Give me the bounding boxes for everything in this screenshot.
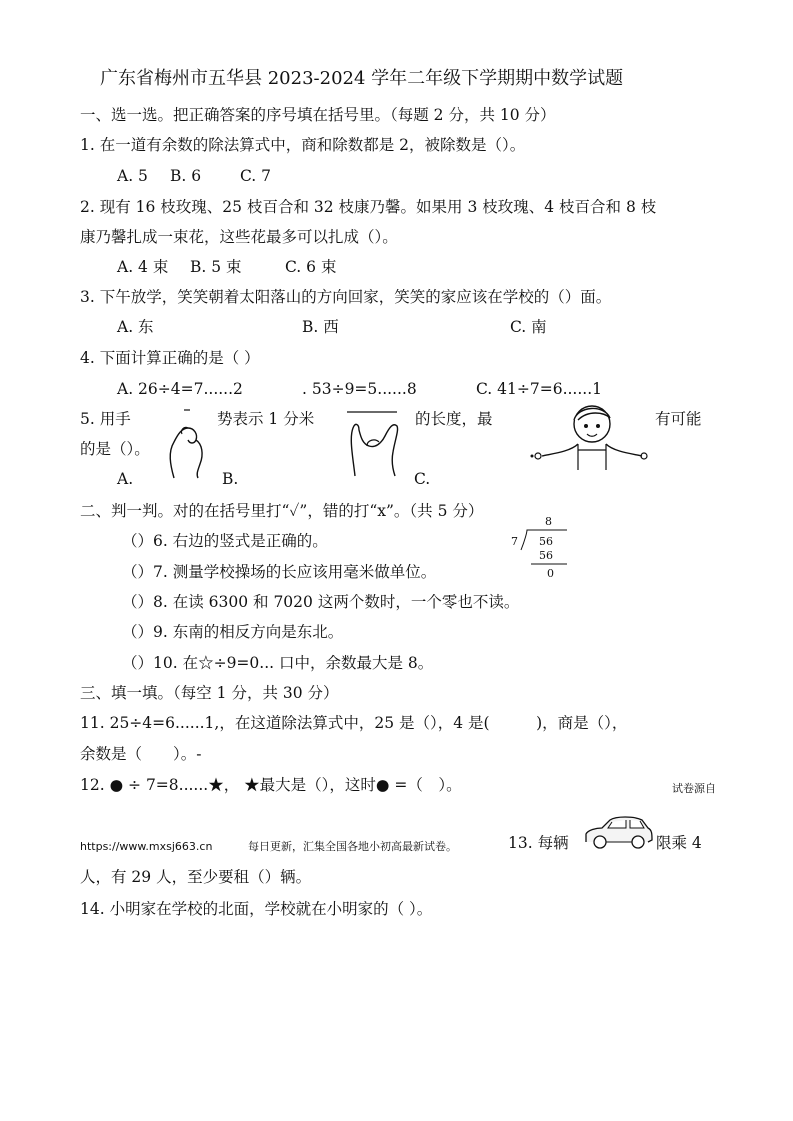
- section1-heading: 一、选一选。把正确答案的序号填在括号里。（每题 2 分，共 10 分）: [80, 106, 556, 124]
- q4-option-b: . 53÷9=5......8: [302, 380, 417, 398]
- question-12-tail: 试卷源自: [672, 782, 716, 795]
- question-2-line1: 2. 现有 16 枝玫瑰、25 枝百合和 32 枝康乃馨。如果用 3 枝玫瑰、4 枝百合和 8 枝: [80, 198, 657, 216]
- section3-heading: 三、填一填。（每空 1 分，共 30 分）: [80, 684, 339, 702]
- judge-item-6: （）6. 右边的竖式是正确的。: [122, 532, 328, 550]
- question-5-line2: 的是（）。: [80, 440, 150, 458]
- watermark-text: 每日更新，汇集全国各地小初高最新试卷。: [248, 840, 457, 853]
- question-14: 14. 小明家在学校的北面，学校就在小明家的（ ）。: [80, 900, 433, 918]
- q2-option-c: C. 6 束: [285, 258, 337, 276]
- question-5-part2: 势表示 1 分米: [217, 410, 315, 428]
- q4-option-a: A. 26÷4=7......2: [117, 380, 243, 398]
- question-5-part1: 5. 用手: [80, 410, 131, 428]
- judge-item-7: （）7. 测量学校操场的长应该用毫米做单位。: [122, 563, 437, 581]
- q3-option-b: B. 西: [302, 318, 339, 336]
- question-5-part4: 有可能: [655, 410, 702, 428]
- pinch-hand-icon: [160, 408, 212, 480]
- exam-title: 广东省梅州市五华县 2023-2024 学年二年级下学期期中数学试题: [100, 68, 624, 89]
- q1-option-a: A. 5: [117, 167, 148, 185]
- question-11-line1: 11. 25÷4=6......1,，在这道除法算式中，25 是（），4 是( )，商是（），: [80, 714, 628, 732]
- judge-item-8: （）8. 在读 6300 和 7020 这两个数时，一个零也不读。: [122, 593, 520, 611]
- long-division-figure: [505, 516, 575, 582]
- question-11-line2: 余数是（ ）。-: [80, 745, 202, 763]
- q2-option-b: B. 5 束: [190, 258, 242, 276]
- q1-option-c: C. 7: [240, 167, 272, 185]
- q3-option-c: C. 南: [510, 318, 547, 336]
- judge-item-10: （）10. 在☆÷9=0... 口中，余数最大是 8。: [122, 654, 434, 672]
- question-12: 12. ● ÷ 7=8......★， ★最大是（），这时● =（ ）。: [80, 776, 462, 794]
- q5-option-b: B.: [222, 470, 239, 488]
- question-13-part2: 限乘 4: [656, 834, 702, 852]
- q5-option-a: A.: [117, 470, 134, 488]
- division-bracket-lines: [505, 516, 575, 582]
- division-product: 56: [539, 549, 553, 562]
- question-13-line2: 人，有 29 人，至少要租（）辆。: [80, 868, 312, 886]
- spread-hand-icon: [345, 408, 405, 478]
- section2-heading: 二、判一判。对的在括号里打“✓”，错的打“x”。（共 5 分）: [80, 502, 484, 520]
- question-3: 3. 下午放学，笑笑朝着太阳落山的方向回家，笑笑的家应该在学校的（）面。: [80, 288, 612, 306]
- boy-arms-outstretched-icon: [530, 400, 650, 472]
- q3-option-a: A. 东: [117, 318, 154, 336]
- division-remainder: 0: [547, 567, 554, 580]
- question-1: 1. 在一道有余数的除法算式中，商和除数都是 2，被除数是（）。: [80, 136, 526, 154]
- q1-option-b: B. 6: [170, 167, 202, 185]
- question-13-part1: 13. 每辆: [508, 834, 569, 852]
- question-2-line2: 康乃馨扎成一束花，这些花最多可以扎成（）。: [80, 228, 398, 246]
- question-4: 4. 下面计算正确的是（ ）: [80, 349, 260, 367]
- judge-item-9: （）9. 东南的相反方向是东北。: [122, 623, 344, 641]
- question-5-part3: 的长度，最: [415, 410, 493, 428]
- division-quotient: 8: [545, 515, 552, 528]
- q2-option-a: A. 4 束: [117, 258, 169, 276]
- q5-option-c: C.: [414, 470, 431, 488]
- division-divisor: 7: [511, 535, 518, 548]
- watermark-url: https://www.mxsj663.cn: [80, 840, 213, 853]
- car-icon: [582, 812, 654, 852]
- q4-option-c: C. 41÷7=6......1: [476, 380, 603, 398]
- division-dividend: 56: [539, 535, 553, 548]
